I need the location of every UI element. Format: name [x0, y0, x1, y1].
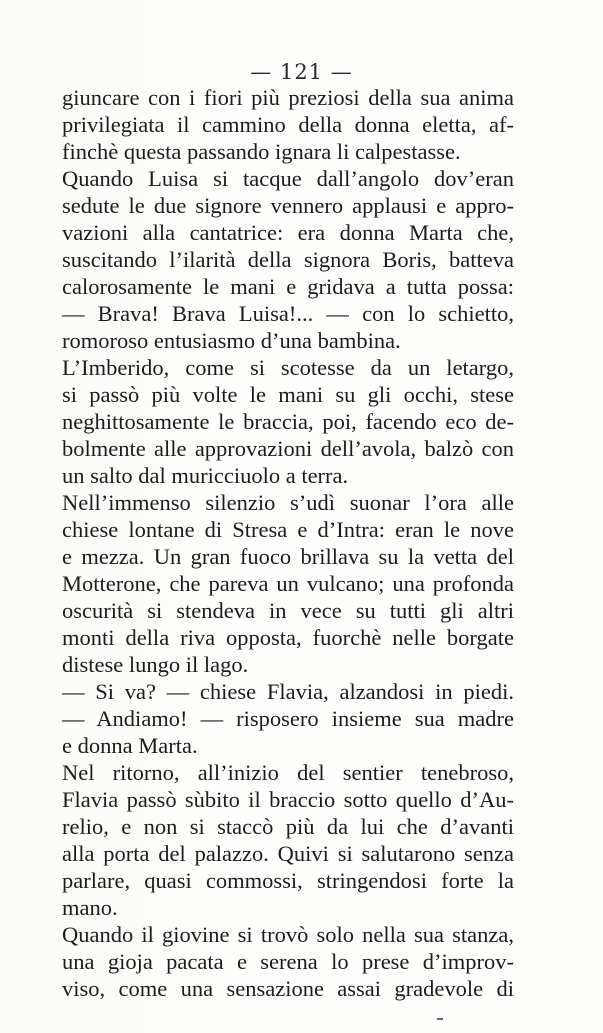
text-line: Quando Luisa si tacque dall’angolo dov’eran — [62, 166, 514, 191]
body-text — [62, 84, 514, 1002]
footer-mark — [437, 1018, 443, 1020]
text-line: giuncare con i fiori più preziosi della sua anima — [62, 85, 514, 110]
text-line: suscitando l’ilarità della signora Boris, batteva — [62, 247, 514, 272]
text-line: sedute le due signore vennero applausi e appro- — [62, 193, 514, 218]
text-line: vazioni alla cantatrice: era donna Marta che, — [62, 220, 514, 245]
text-line: chiese lontane di Stresa e d’Intra: eran le nove — [62, 517, 514, 542]
text-line: privilegiata il cammino della donna eletta, af- — [62, 112, 514, 137]
text-line: alla porta del palazzo. Quivi si salutarono senza — [62, 841, 514, 866]
text-line: monti della riva opposta, fuorchè nelle borgate — [62, 625, 514, 650]
text-line: oscurità si stendeva in vece su tutti gli altri — [62, 598, 514, 623]
text-line: parlare, quasi commossi, stringendosi forte la — [62, 868, 514, 893]
text-line: e donna Marta. — [62, 733, 198, 758]
text-line: relio, e non si staccò più da lui che d’avanti — [62, 814, 514, 839]
text-line: romoroso entusiasmo d’una bambina. — [62, 328, 401, 353]
page-number: — 121 — — [250, 60, 353, 84]
text-line: — Andiamo! — risposero insieme sua madre — [62, 706, 514, 731]
text-line: — Si va? — chiese Flavia, alzandosi in piedi. — [62, 679, 514, 704]
text-line: finchè questa passando ignara li calpestasse. — [62, 139, 461, 164]
text-line: viso, come una sensazione assai gradevole di — [62, 976, 514, 1001]
text-line: un salto dal muricciuolo a terra. — [62, 463, 349, 488]
text-line: si passò più volte le mani su gli occhi, stese — [62, 382, 514, 407]
text-line: Flavia passò sùbito il braccio sotto quello d’Au- — [62, 787, 514, 812]
text-line: una gioja pacata e serena lo prese d’improv- — [62, 949, 514, 974]
text-line: Quando il giovine si trovò solo nella sua stanza, — [62, 922, 514, 947]
text-line: neghittosamente le braccia, poi, facendo eco de- — [62, 409, 514, 434]
text-line: e mezza. Un gran fuoco brillava su la vetta del — [62, 544, 514, 569]
text-line: — Brava! Brava Luisa!... — con lo schietto, — [62, 301, 514, 326]
text-line: Nell’immenso silenzio s’udì suonar l’ora alle — [62, 490, 514, 515]
text-line: calorosamente le mani e gridava a tutta possa: — [62, 274, 514, 299]
text-line: L’Imberido, come si scotesse da un letargo, — [62, 355, 514, 380]
text-line: Motterone, che pareva un vulcano; una profonda — [62, 571, 514, 596]
text-line: distese lungo il lago. — [62, 652, 249, 677]
text-line: mano. — [62, 895, 118, 920]
text-line: bolmente alle approvazioni dell’avola, balzò con — [62, 436, 514, 461]
text-line: Nel ritorno, all’inizio del sentier tenebroso, — [62, 760, 514, 785]
